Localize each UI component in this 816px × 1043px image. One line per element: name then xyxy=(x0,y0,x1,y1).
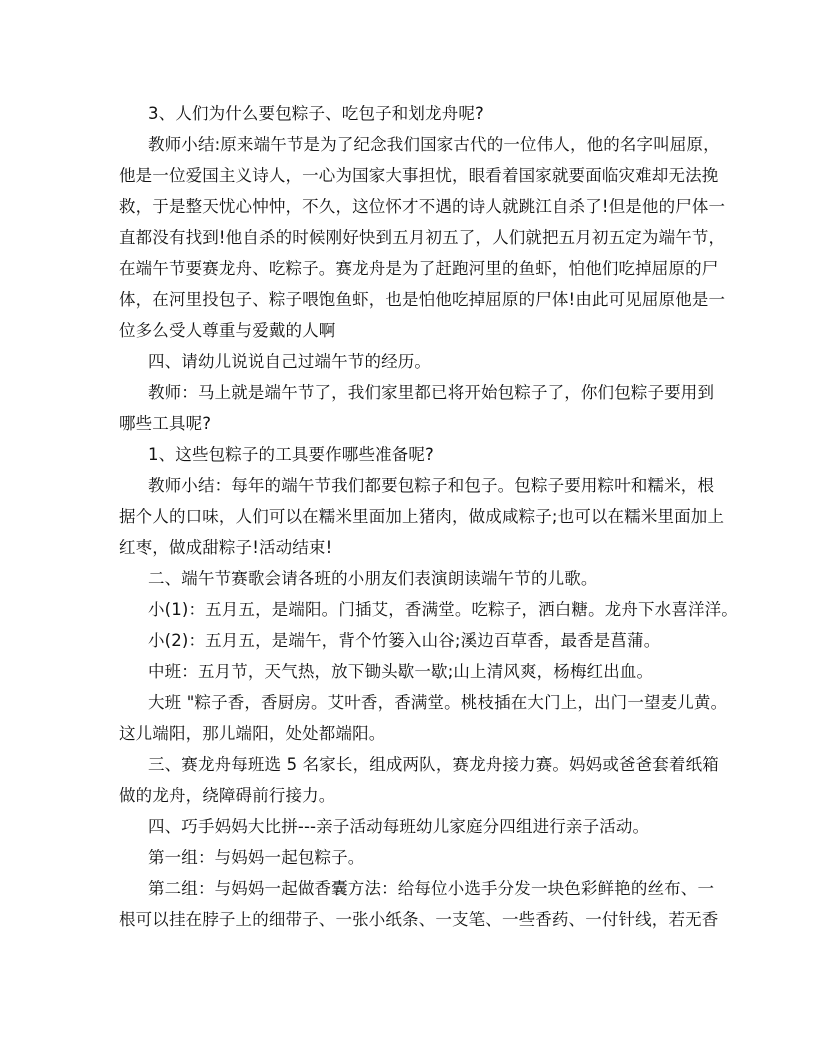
text-line: 哪些工具呢? xyxy=(119,414,212,433)
text-line: 救，于是整天忧心忡忡，不久，这位怀才不遇的诗人就跳江自杀了!但是他的尸体一 xyxy=(119,197,726,216)
text-line: 第一组：与妈妈一起包粽子。 xyxy=(148,848,365,867)
text-line: 在端午节要赛龙舟、吃粽子。赛龙舟是为了赶跑河里的鱼虾，怕他们吃掉屈原的尸 xyxy=(119,259,719,278)
text-line: 教师：马上就是端午节了，我们家里都已将开始包粽子了，你们包粽子要用到 xyxy=(148,383,715,402)
text-line: 第二组：与妈妈一起做香囊方法：给每位小选手分发一块色彩鲜艳的丝布、一 xyxy=(148,879,715,898)
text-line: 做的龙舟，绕障碍前行接力。 xyxy=(119,786,336,805)
document-body xyxy=(119,98,738,935)
text-line: 大班 "粽子香，香厨房。艾叶香，香满堂。桃枝插在大门上，出门一望麦儿黄。 xyxy=(148,693,728,712)
text-line: 教师小结:原来端午节是为了纪念我们国家古代的一位伟人，他的名字叫屈原， xyxy=(148,135,720,154)
text-line: 这儿端阳，那儿端阳，处处都端阳。 xyxy=(119,724,386,743)
text-line: 他是一位爱国主义诗人，一心为国家大事担忧，眼看着国家就要面临灾难却无法挽 xyxy=(119,166,719,185)
text-line: 3、人们为什么要包粽子、吃包子和划龙舟呢? xyxy=(148,104,484,123)
text-line: 直都没有找到!他自杀的时候刚好快到五月初五了，人们就把五月初五定为端午节， xyxy=(119,228,726,247)
text-line: 红枣，做成甜粽子!活动结束! xyxy=(119,538,333,557)
text-line: 中班：五月节，天气热，放下锄头歇一歇;山上清风爽，杨梅红出血。 xyxy=(148,662,654,681)
text-line: 三、赛龙舟每班选 5 名家长，组成两队，赛龙舟接力赛。妈妈或爸爸套着纸箱 xyxy=(148,755,719,774)
text-line: 据个人的口味，人们可以在糯米里面加上猪肉，做成咸粽子;也可以在糯米里面加上 xyxy=(119,507,725,526)
text-line: 小(2)：五月五，是端午，背个竹篓入山谷;溪边百草香，最香是菖蒲。 xyxy=(148,631,661,650)
text-line: 教师小结：每年的端午节我们都要包粽子和包子。包粽子要用粽叶和糯米，根 xyxy=(148,476,715,495)
text-line: 1、这些包粽子的工具要作哪些准备呢? xyxy=(148,445,434,464)
text-line: 体，在河里投包子、粽子喂饱鱼虾，也是怕他吃掉屈原的尸体!由此可见屈原他是一 xyxy=(119,290,726,309)
text-line: 根可以挂在脖子上的细带子、一张小纸条、一支笔、一些香药、一付针线，若无香 xyxy=(119,910,719,929)
text-line: 四、请幼儿说说自己过端午节的经历。 xyxy=(148,352,432,371)
text-line: 二、端午节赛歌会请各班的小朋友们表演朗读端午节的儿歌。 xyxy=(148,569,598,588)
text-line: 小(1)：五月五，是端阳。门插艾，香满堂。吃粽子，洒白糖。龙舟下水喜洋洋。 xyxy=(148,600,738,619)
text-line: 四、巧手妈妈大比拼---亲子活动每班幼儿家庭分四组进行亲子活动。 xyxy=(148,817,650,836)
text-line: 位多么受人尊重与爱戴的人啊 xyxy=(119,321,336,340)
